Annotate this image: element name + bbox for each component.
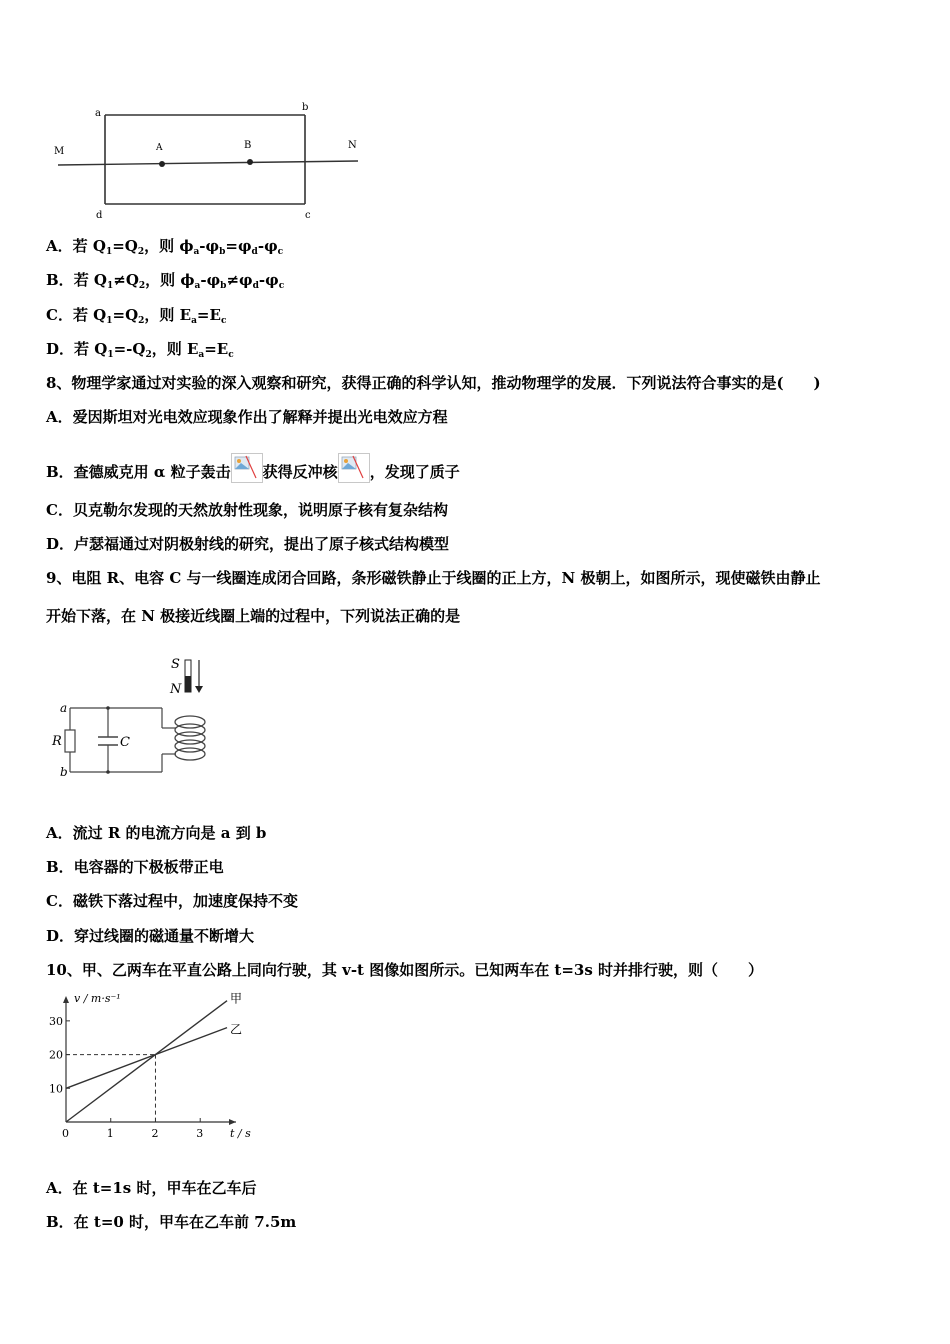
- label-b: b: [302, 102, 309, 113]
- series-label-jia: 甲: [230, 991, 243, 1006]
- q8-option-c: C．贝克勒尔发现的天然放射性现象，说明原子核有复杂结构: [46, 501, 448, 519]
- broken-image-icon: [338, 453, 370, 483]
- label-m: M: [54, 146, 65, 157]
- label-s: S: [171, 657, 180, 672]
- resistor-symbol: [65, 730, 75, 752]
- q9-option-c: C．磁铁下落过程中，加速度保持不变: [46, 892, 298, 910]
- label-b: b: [60, 765, 68, 779]
- broken-image-icon: [231, 453, 263, 483]
- q8-option-d: D．卢瑟福通过对阴极射线的研究，提出了原子核式结构模型: [46, 535, 450, 553]
- label-n: N: [348, 140, 357, 151]
- vt-chart: [40, 990, 260, 1145]
- series-line-jia: [66, 1001, 227, 1122]
- q7-option-b: B．若 $Q_1\ne Q_2$，则 $\phi_a-\varphi_b\ne\varphi_d-\varphi_c$: [46, 271, 285, 291]
- label-r: R: [52, 734, 62, 749]
- label-a: a: [95, 108, 101, 119]
- q10-option-a: A．在 t=1s 时，甲车在乙车后: [46, 1179, 257, 1197]
- x-tick-label: 0: [62, 1127, 69, 1140]
- y-tick-label: 30: [49, 1014, 63, 1028]
- q8-stem: 8、物理学家通过对实验的深入观察和研究，获得正确的科学认知，推动物理学的发展．下列说法符合事实的是( ): [46, 374, 821, 392]
- q9-stem-line1: 9、电阻 R、电容 C 与一线圈连成闭合回路，条形磁铁静止于线圈的正上方，N 极朝上，如图所示，现使磁铁由静止: [46, 569, 821, 587]
- coil-icon: [175, 716, 205, 760]
- label-c: C: [120, 735, 130, 750]
- q8-option-a: A．爱因斯坦对光电效应现象作出了解释并提出光电效应方程: [46, 408, 448, 426]
- x-axis-label: t / s: [230, 1127, 251, 1140]
- label-point-b: B: [244, 140, 252, 151]
- q9-stem-line2: 开始下落，在 N 极接近线圈上端的过程中，下列说法正确的是: [46, 607, 461, 625]
- y-axis-label: v / m·s⁻¹: [74, 992, 121, 1005]
- point-b-dot: [247, 159, 253, 165]
- q10-stem: 10、甲、乙两车在平直公路上同向行驶，其 v-t 图像如图所示。已知两车在 t=3s 时并排行驶，则（ ）: [46, 961, 764, 979]
- q7-option-d: D．若 $Q_1=-Q_2$，则 $E_a=E_c$: [46, 340, 234, 360]
- q9-option-a: A．流过 R 的电流方向是 a 到 b: [46, 824, 267, 842]
- point-a-dot: [159, 161, 165, 167]
- label-n: N: [170, 682, 182, 697]
- q8-option-b: B．查德威克用 α 粒子轰击 获得反冲核 ，发现了质子: [46, 453, 460, 483]
- figure-rectangle-mn: [50, 98, 370, 222]
- q10-option-b: B．在 t=0 时，甲车在乙车前 7.5m: [46, 1213, 297, 1231]
- x-tick-label: 2: [151, 1127, 159, 1140]
- q9-option-b: B．电容器的下极板带正电: [46, 858, 224, 876]
- q7-option-c: C．若 $Q_1=Q_2$，则 $E_a=E_c$: [46, 306, 227, 326]
- series-line-yi: [66, 1028, 227, 1089]
- series-label-yi: 乙: [230, 1022, 243, 1037]
- figure-rc-coil-circuit: [44, 650, 224, 780]
- y-tick-label: 20: [49, 1048, 63, 1062]
- y-tick-label: 10: [49, 1082, 63, 1096]
- x-axis-arrow-icon: [229, 1119, 236, 1125]
- label-point-a: A: [156, 143, 163, 153]
- x-tick-label: 3: [196, 1127, 204, 1140]
- label-a: a: [60, 701, 68, 715]
- x-tick-label: 1: [106, 1127, 114, 1140]
- q9-option-d: D．穿过线圈的磁通量不断增大: [46, 927, 255, 945]
- q7-option-a: A．若 $Q_1=Q_2$，则 $\phi_a-\varphi_b=\varphi_d-\varphi_c$: [46, 237, 284, 257]
- y-axis-arrow-icon: [63, 996, 69, 1003]
- label-d: d: [96, 210, 103, 221]
- label-c: c: [305, 210, 311, 221]
